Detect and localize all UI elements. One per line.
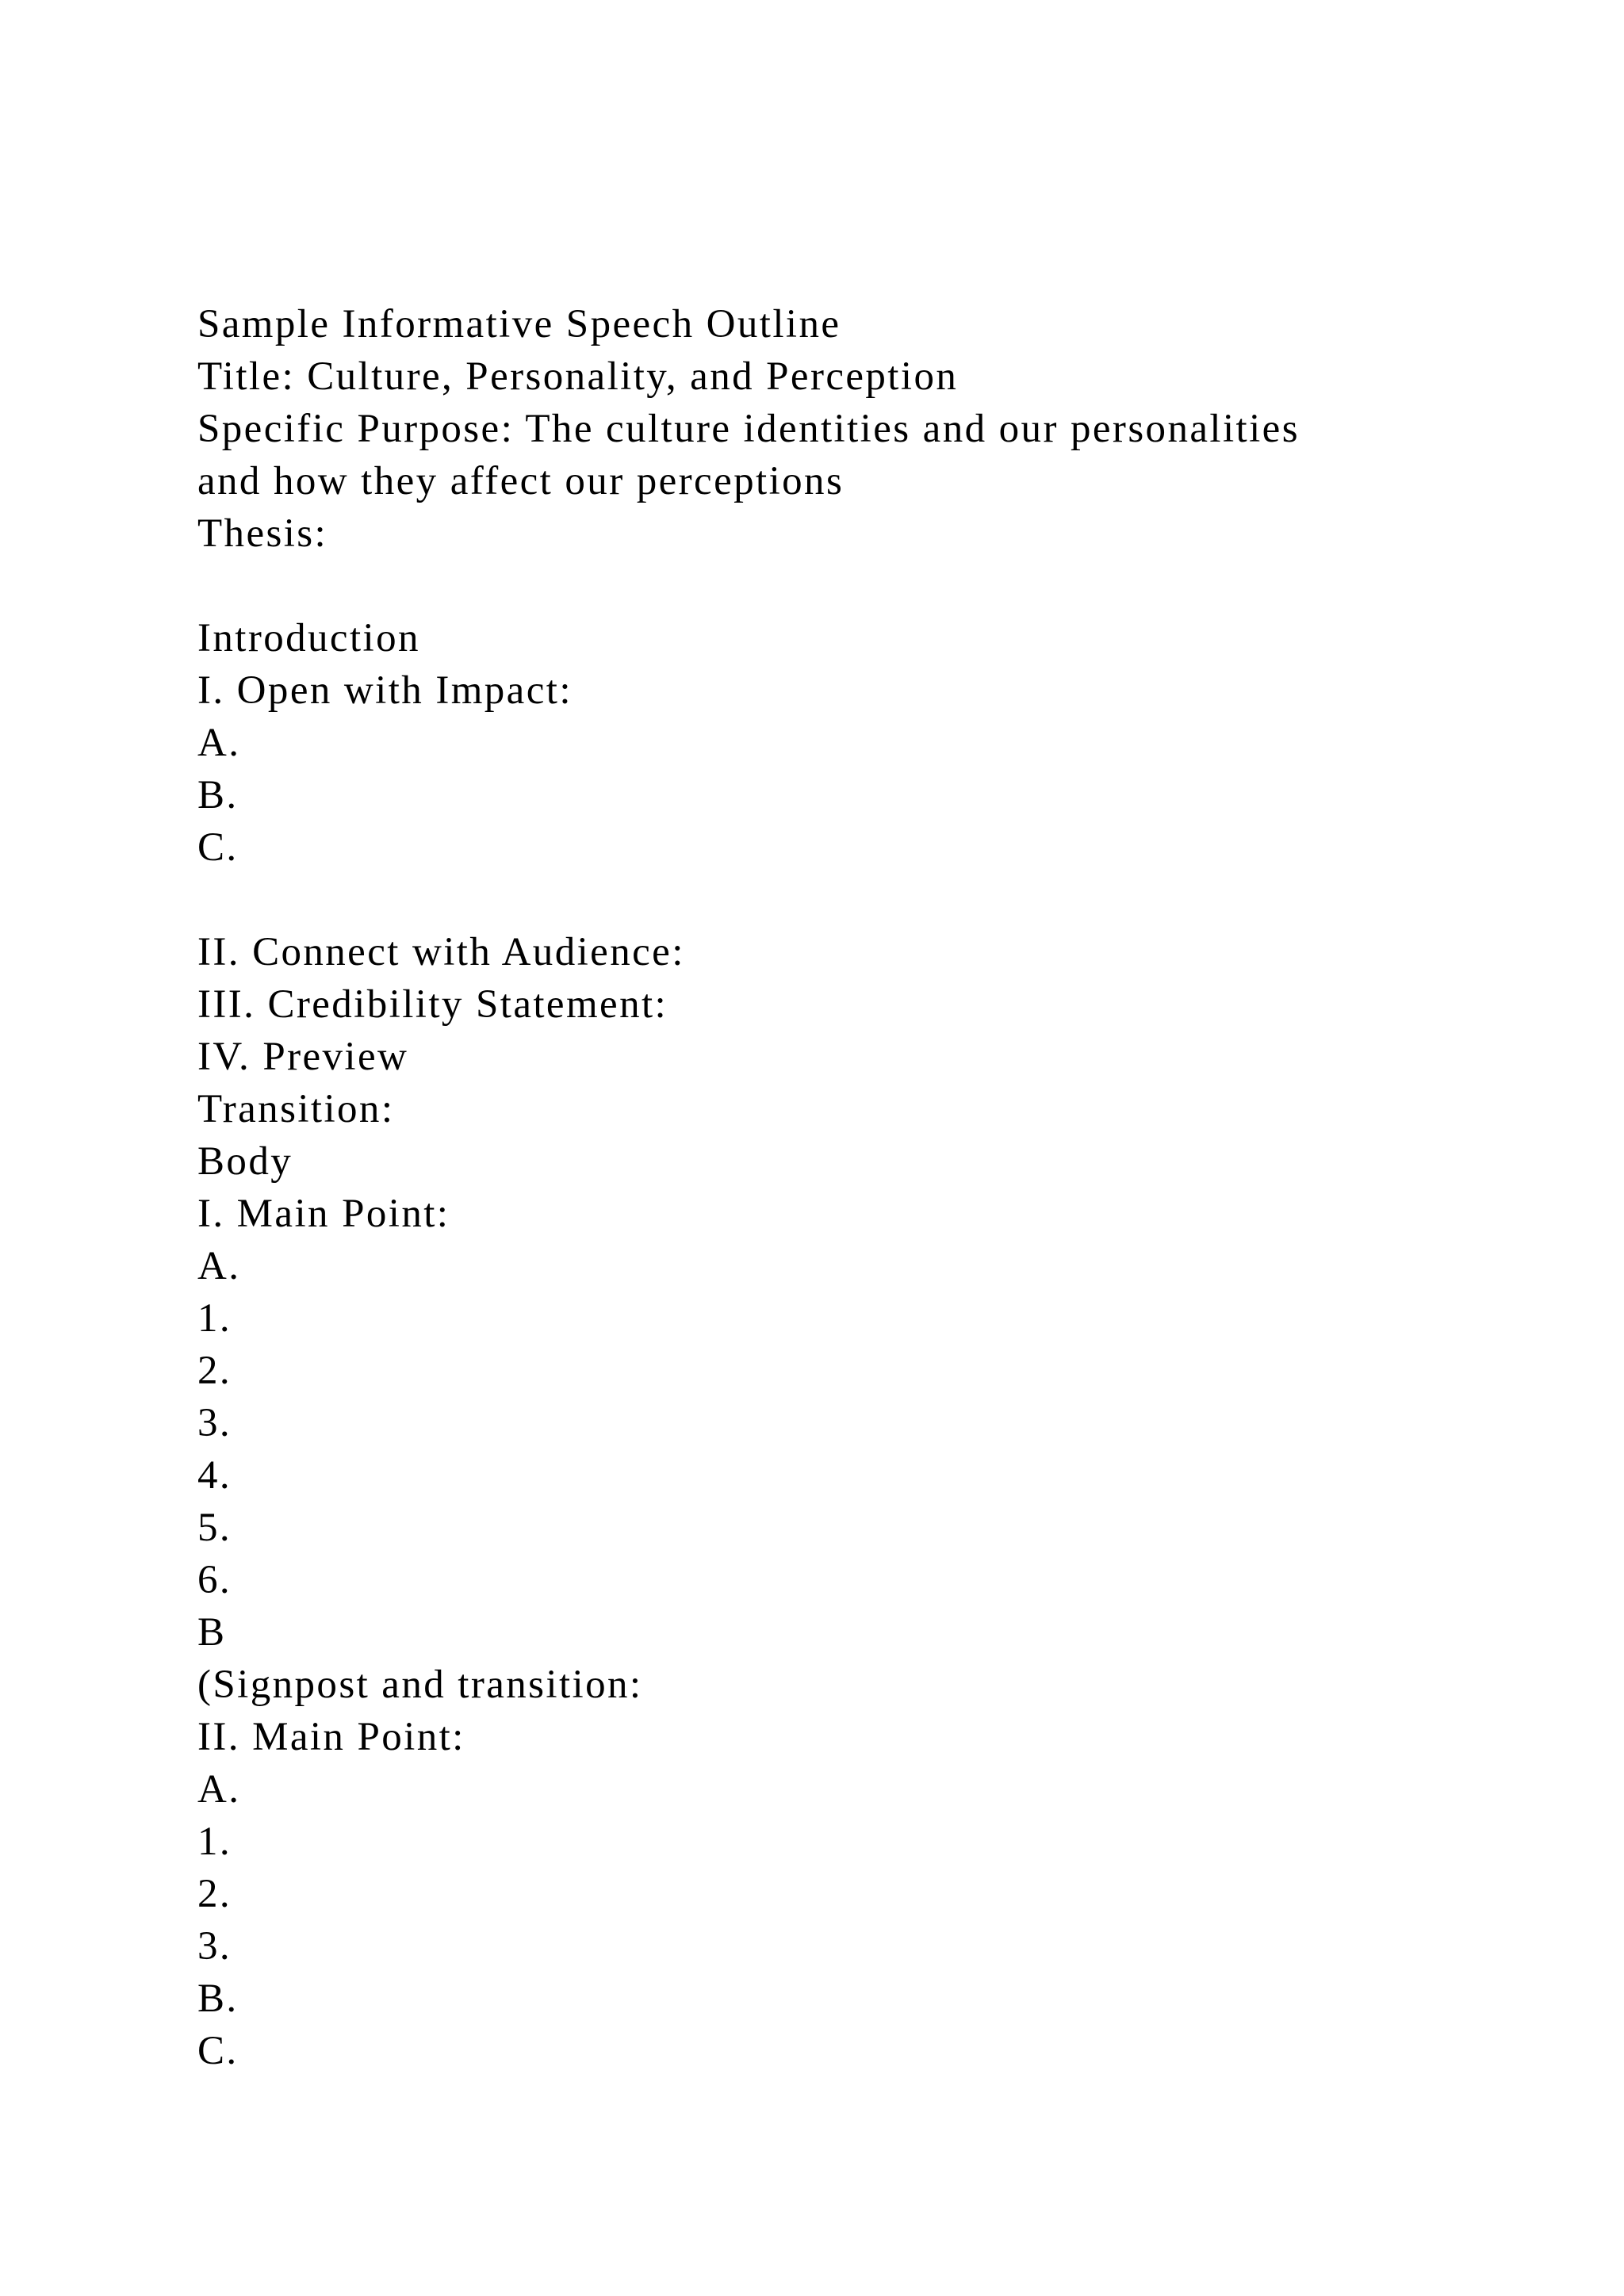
purpose-line-1: Specific Purpose: The culture identities and our personalities: [197, 407, 1300, 451]
main-point-1-item-2: 2.: [197, 1349, 232, 1393]
introduction-heading: Introduction: [197, 616, 420, 660]
main-point-2-item-2: 2.: [197, 1872, 232, 1916]
document-heading: Sample Informative Speech Outline: [197, 302, 841, 346]
outline-text: [197, 298, 1593, 2077]
main-point-2-item-1: 1.: [197, 1820, 232, 1864]
intro-item-c: C.: [197, 825, 239, 870]
blank-line: [197, 560, 1593, 612]
main-point-1-item-1: 1.: [197, 1296, 232, 1341]
body-heading: Body: [197, 1139, 293, 1184]
transition-line: Transition:: [197, 1087, 395, 1131]
intro-item-b: B.: [197, 773, 239, 817]
signpost-line: (Signpost and transition:: [197, 1663, 643, 1707]
main-point-1-item-6: 6.: [197, 1558, 232, 1602]
credibility-line: III. Credibility Statement:: [197, 982, 668, 1027]
main-point-1-item-4: 4.: [197, 1453, 232, 1498]
main-point-1-item-3: 3.: [197, 1401, 232, 1445]
open-with-impact-line: I. Open with Impact:: [197, 668, 573, 713]
title-line: Title: Culture, Personality, and Perception: [197, 354, 959, 399]
connect-audience-line: II. Connect with Audience:: [197, 930, 685, 974]
preview-line: IV. Preview: [197, 1035, 409, 1079]
purpose-line-2: and how they affect our perceptions: [197, 459, 845, 503]
main-point-1-sub-b: B: [197, 1610, 227, 1655]
main-point-2-label: II. Main Point:: [197, 1715, 465, 1759]
main-point-2-sub-c: C.: [197, 2029, 239, 2073]
main-point-2-item-3: 3.: [197, 1924, 232, 1969]
main-point-2-sub-a: A.: [197, 1767, 241, 1812]
blank-line: [197, 874, 1593, 926]
thesis-line: Thesis:: [197, 511, 328, 556]
main-point-1-item-5: 5.: [197, 1506, 232, 1550]
main-point-1-label: I. Main Point:: [197, 1192, 450, 1236]
main-point-1-sub-a: A.: [197, 1244, 241, 1288]
intro-item-a: A.: [197, 721, 241, 765]
main-point-2-sub-b: B.: [197, 1976, 239, 2021]
